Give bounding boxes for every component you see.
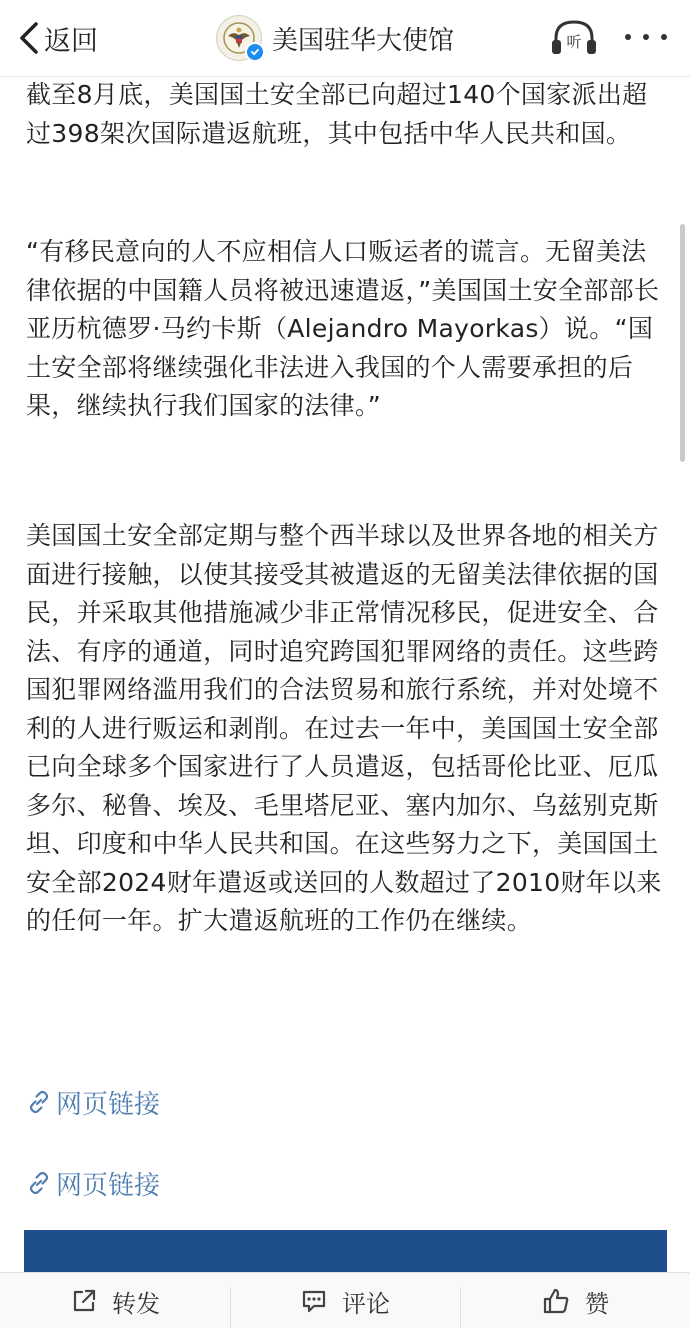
chevron-left-icon [18, 21, 40, 55]
comment-label: 评论 [342, 1289, 390, 1318]
comment-button[interactable] [230, 1273, 460, 1328]
verified-badge-icon [245, 42, 265, 62]
more-dots-icon [618, 20, 674, 54]
repost-button[interactable] [0, 1273, 230, 1328]
article-image[interactable] [24, 1230, 667, 1274]
more-button[interactable] [618, 20, 674, 54]
web-link[interactable] [26, 1082, 160, 1122]
web-link-label: 网页链接 [56, 1170, 161, 1201]
share-icon [70, 1287, 98, 1315]
repost-label: 转发 [112, 1289, 160, 1318]
article-paragraph: 截至8月底，美国国土安全部已向超过140个国家派出超过398架次国际遣返航班，其中包括中华人民共和国。 [26, 80, 648, 148]
svg-text:听: 听 [566, 33, 582, 51]
back-button[interactable] [18, 18, 98, 58]
article-paragraph: “有移民意向的人不应相信人口贩运者的谎言。无留美法律依据的中国籍人员将被迅速遣返，”美国国土安全部部长亚历杭德罗·马约卡斯（Alejandro Mayorkas）说。“国土安全部将继续强化非法进入我国的个人需要承担的后果，继续执行我们国家的法律。” [26, 237, 660, 420]
link-icon [26, 1089, 52, 1115]
account-title[interactable] [216, 14, 454, 62]
avatar[interactable] [216, 15, 262, 61]
link-icon [26, 1170, 52, 1196]
web-link-label: 网页链接 [56, 1089, 161, 1120]
top-nav-bar [0, 0, 690, 77]
web-link[interactable] [26, 1163, 160, 1203]
back-label: 返回 [44, 25, 98, 57]
like-label: 赞 [585, 1289, 609, 1318]
article-paragraph: 美国国土安全部定期与整个西半球以及世界各地的相关方面进行接触，以使其接受其被遣返的无留美法律依据的国民，并采取其他措施减少非正常情况移民，促进安全、合法、有序的通道，同时追究跨国犯罪网络的责任。这些跨国犯罪网络滥用我们的合法贸易和旅行系统，并对处境不利的人进行贩运和剥削。在过去一年中，美国国土安全部已向全球多个国家进行了人员遣返，包括哥伦比亚、厄瓜多尔、秘鲁、埃及、毛里塔尼亚、塞内加尔、乌兹别克斯坦、印度和中华人民共和国。在这些努力之下，美国国土安全部2024财年遣返或送回的人数超过了2010财年以来的任何一年。扩大遣返航班的工作仍在继续。 [26, 521, 662, 935]
scrollbar[interactable] [680, 224, 685, 462]
thumbs-up-icon [541, 1286, 571, 1316]
page-title: 美国驻华大使馆 [272, 25, 455, 56]
like-button[interactable] [460, 1273, 690, 1328]
bottom-action-bar [0, 1272, 690, 1328]
headphones-icon [548, 14, 600, 60]
comment-icon [300, 1287, 328, 1315]
listen-button[interactable] [548, 14, 600, 60]
